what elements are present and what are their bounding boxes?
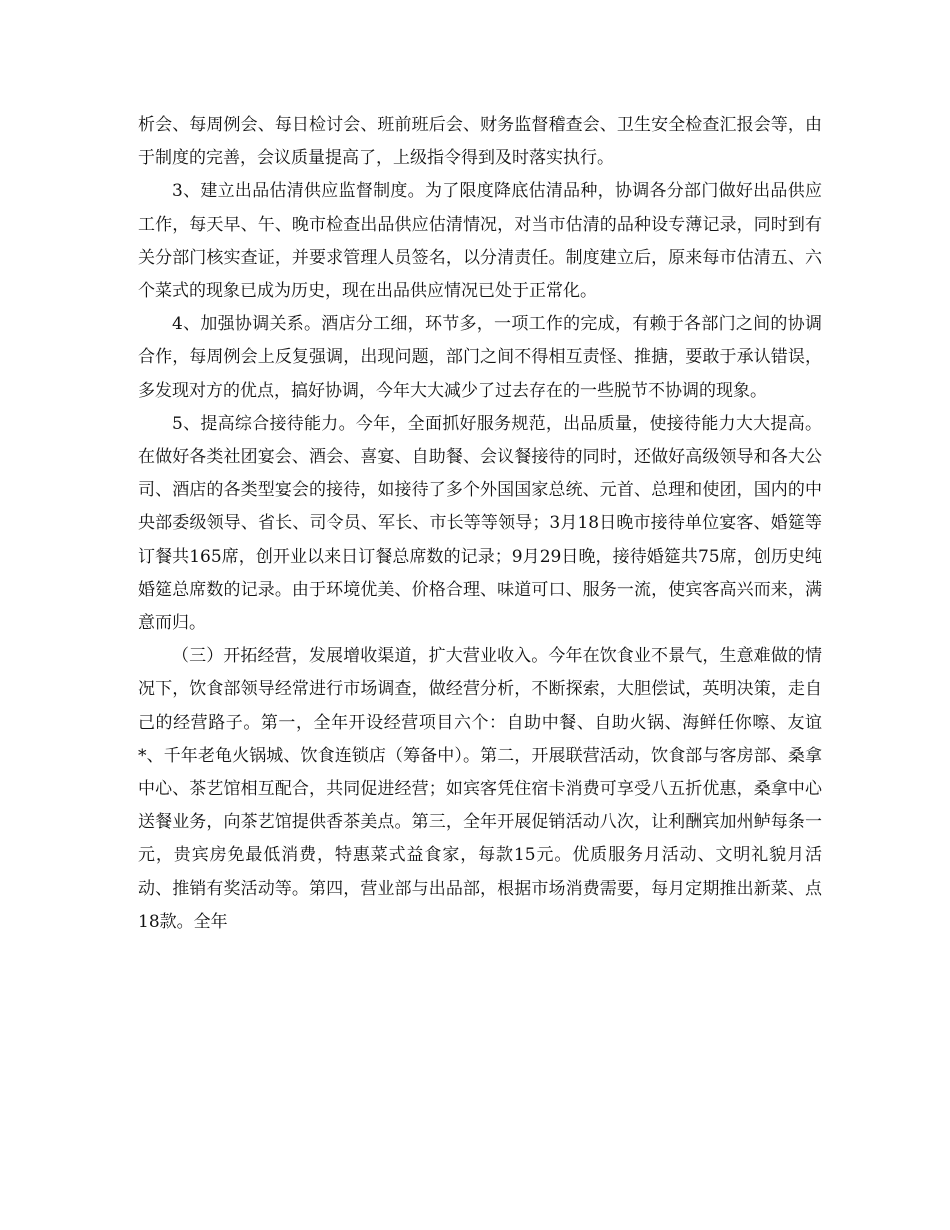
paragraph-coordination: 4、加强协调关系。酒店分工细，环节多，一项工作的完成，有赖于各部门之间的协调合作，每周例会上反复强调，出现问题，部门之间不得相互责怪、推搪，要敢于承认错误，多发现对方的优点，搞好协调，今年大大减少了过去存在的一些脱节不协调的现象。 xyxy=(138,314,822,401)
paragraph-supply-supervision: 3、建立出品估清供应监督制度。为了限度降底估清品种，协调各分部门做好出品供应工作，每天早、午、晚市检查出品供应估清情况，对当市估清的品种设专薄记录，同时到有关分部门核实查证，并要求管理人员签名，以分清责任。制度建立后，原来每市估清五、六个菜式的现象已成为历史，现在出品供应情况已处于正常化。 xyxy=(138,181,822,302)
document-page xyxy=(138,109,822,939)
paragraph-business-expansion: （三）开拓经营，发展增收渠道，扩大营业收入。今年在饮食业不景气，生意难做的情况下，饮食部领导经常进行市场调查，做经营分析，不断探索，大胆偿试，英明决策，走自己的经营路子。第一，全年开设经营项目六个：自助中餐、自助火锅、海鲜任你嚓、友谊*、千年老龟火锅城、饮食连锁店（筹备中）。第二，开展联营活动，饮食部与客房部、桑拿中心、茶艺馆相互配合，共同促进经营；如宾客凭住宿卡消费可享受八五折优惠，桑拿中心送餐业务，向茶艺馆提供香茶美点。第三，全年开展促销活动八次，让利酬宾加州鲈每条一元，贵宾房免最低消费，特惠菜式益食家，每款15元。优质服务月活动、文明礼貌月活动、推销有奖活动等。第四，营业部与出品部，根据市场消费需要，每月定期推出新菜、点18款。全年 xyxy=(138,646,822,932)
paragraph-reception-capacity: 5、提高综合接待能力。今年，全面抓好服务规范，出品质量，使接待能力大大提高。在做好各类社团宴会、酒会、喜宴、自助餐、会议餐接待的同时，还做好高级领导和各大公司、酒店的各类型宴会的接待，如接待了多个外国国家总统、元首、总理和使团，国内的中央部委级领导、省长、司令员、军长、市长等等领导；3月18日晚市接待单位宴客、婚筵等订餐共165席，创开业以来日订餐总席数的记录；9月29日晚，接待婚筵共75席，创历史纯婚筵总席数的记录。由于环境优美、价格合理、味道可口、服务一流，使宾客高兴而来，满意而归。 xyxy=(138,413,822,634)
paragraph-meeting-system-continued: 析会、每周例会、每日检讨会、班前班后会、财务监督稽查会、卫生安全检查汇报会等，由于制度的完善，会议质量提高了，上级指令得到及时落实执行。 xyxy=(138,115,822,169)
